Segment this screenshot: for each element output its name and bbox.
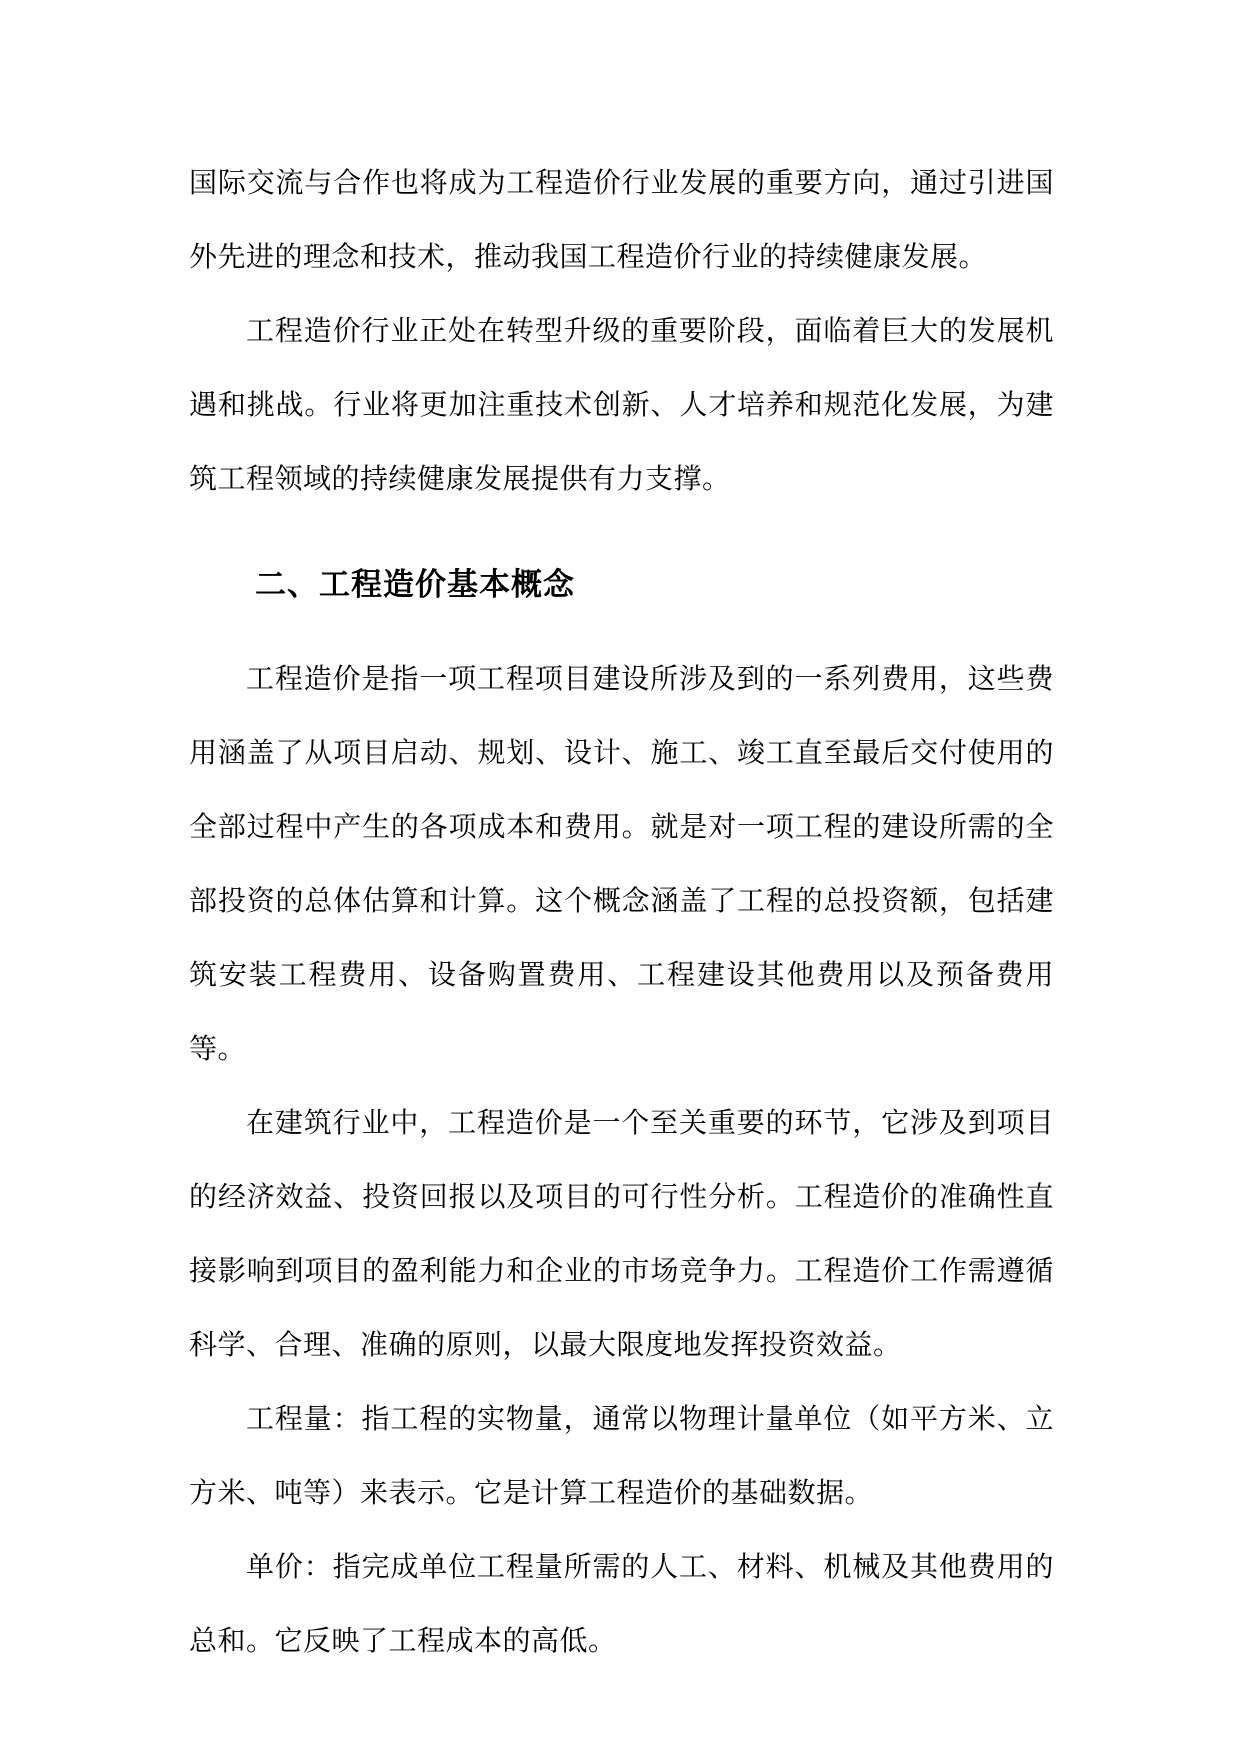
paragraph-industry-transformation: 工程造价行业正处在转型升级的重要阶段，面临着巨大的发展机遇和挑战。行业将更加注重技术创新、人才培养和规范化发展，为建筑工程领域的持续健康发展提供有力支撑。 — [189, 314, 1054, 495]
paragraph-international-cooperation: 国际交流与合作也将成为工程造价行业发展的重要方向，通过引进国外先进的理念和技术，推动我国工程造价行业的持续健康发展。 — [189, 166, 1054, 273]
paragraph-cost-definition: 工程造价是指一项工程项目建设所涉及到的一系列费用，这些费用涵盖了从项目启动、规划、设计、施工、竣工直至最后交付使用的全部过程中产生的各项成本和费用。就是对一项工程的建设所需的全部投资的总体估算和计算。这个概念涵盖了工程的总投资额，包括建筑安装工程费用、设备购置费用、工程建设其他费用以及预备费用等。 — [189, 662, 1054, 1065]
paragraph-unit-price-definition: 单价：指完成单位工程量所需的人工、材料、机械及其他费用的总和。它反映了工程成本的高低。 — [189, 1550, 1054, 1657]
text-column — [189, 146, 1054, 1678]
paragraph-cost-importance: 在建筑行业中，工程造价是一个至关重要的环节，它涉及到项目的经济效益、投资回报以及项目的可行性分析。工程造价的准确性直接影响到项目的盈利能力和企业的市场竞争力。工程造价工作需遵循科学、合理、准确的原则，以最大限度地发挥投资效益。 — [189, 1106, 1054, 1361]
section-heading: 二、工程造价基本概念 — [255, 567, 575, 603]
paragraph-quantity-definition: 工程量：指工程的实物量，通常以物理计量单位（如平方米、立方米、吨等）来表示。它是计算工程造价的基础数据。 — [189, 1402, 1054, 1509]
